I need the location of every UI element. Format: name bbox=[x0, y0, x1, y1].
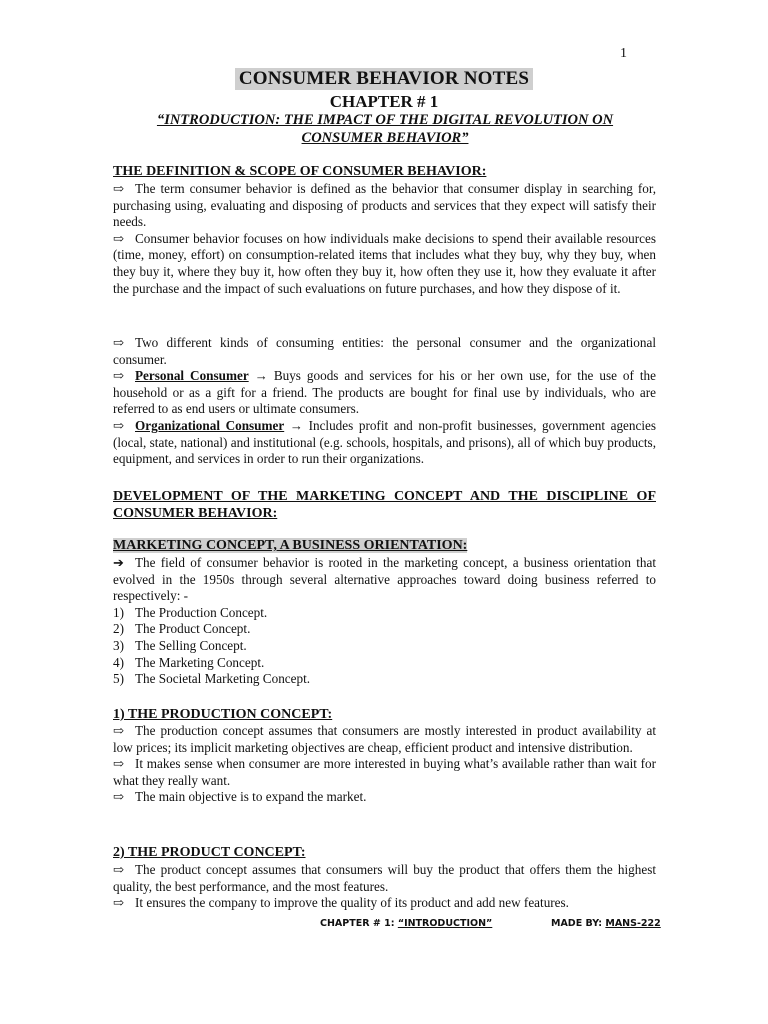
list-item: 2) The Product Concept. bbox=[113, 621, 251, 637]
paragraph: ⇨ Consumer behavior focuses on how individuals make decisions to spend their available resources (time, money, effort) on consumption-related items that includes what they buy, why they buy, when they buy it, where they buy it, how often they buy it, how often they use it, how they evaluate it after the purchase and the impact of such evaluations on future purchases, and how they dispose of it. bbox=[113, 230, 656, 296]
section-definition-heading: THE DEFINITION & SCOPE OF CONSUMER BEHAVIOR: bbox=[113, 164, 487, 179]
concept-list bbox=[113, 605, 656, 688]
section-entities-body bbox=[113, 335, 656, 468]
open-arrow-icon: ⇨ bbox=[113, 230, 125, 246]
open-arrow-icon: ⇨ bbox=[113, 862, 125, 877]
section-definition-body bbox=[113, 181, 656, 297]
open-arrow-icon: ⇨ bbox=[113, 895, 125, 911]
chapter-subtitle: “INTRODUCTION: THE IMPACT OF THE DIGITAL REVOLUTION ON CONSUMER BEHAVIOR” bbox=[156, 112, 614, 146]
open-arrow-icon: ⇨ bbox=[113, 368, 125, 384]
footer-chapter: CHAPTER # 1: “INTRODUCTION” bbox=[320, 918, 493, 929]
paragraph: ⇨ Two different kinds of consuming entities: the personal consumer and the organizational consumer. bbox=[113, 335, 656, 367]
paragraph: ⇨ It ensures the company to improve the quality of its product and add new features. bbox=[113, 895, 569, 911]
right-arrow-icon: → bbox=[254, 368, 268, 384]
list-item: 4) The Marketing Concept. bbox=[113, 654, 265, 670]
section-product-concept-heading: 2) THE PRODUCT CONCEPT: bbox=[113, 845, 306, 860]
section-marketing-concept-heading: MARKETING CONCEPT, A BUSINESS ORIENTATION: bbox=[113, 538, 468, 553]
paragraph: ➔ The field of consumer behavior is rooted in the marketing concept, a business orientation that evolved in the 1950s through several alternative approaches toward doing business referred to respectively: - bbox=[113, 555, 656, 604]
section-production-concept-heading: 1) THE PRODUCTION CONCEPT: bbox=[113, 707, 333, 722]
section-development-heading: DEVELOPMENT OF THE MARKETING CONCEPT AND THE DISCIPLINE OF CONSUMER BEHAVIOR: bbox=[113, 489, 656, 521]
document-title: CONSUMER BEHAVIOR NOTES bbox=[235, 68, 533, 90]
right-arrow-icon: → bbox=[289, 417, 303, 433]
paragraph: ⇨ Personal Consumer → Buys goods and services for his or her own use, for the use of the household or as a gift for a friend. The products are bought for final use by individuals, who are referred to as end users or ultimate consumers. bbox=[113, 368, 656, 417]
solid-arrow-icon: ➔ bbox=[113, 555, 125, 570]
open-arrow-icon: ⇨ bbox=[113, 756, 125, 772]
paragraph: ⇨ It makes sense when consumer are more interested in buying what’s available rather than wait for what they really want. bbox=[113, 756, 656, 788]
list-item: 5) The Societal Marketing Concept. bbox=[113, 671, 311, 687]
paragraph: ⇨ The term consumer behavior is defined as the behavior that consumer display in searching for, purchasing using, evaluating and disposing of products and services that they expect will satisfy their needs. bbox=[113, 181, 656, 230]
personal-consumer-term: Personal Consumer bbox=[135, 368, 249, 384]
chapter-heading: CHAPTER # 1 bbox=[329, 92, 439, 111]
open-arrow-icon: ⇨ bbox=[113, 417, 125, 433]
list-item: 3) The Selling Concept. bbox=[113, 637, 247, 653]
open-arrow-icon: ⇨ bbox=[113, 181, 125, 196]
section-production-concept-body bbox=[113, 723, 656, 806]
paragraph: ⇨ The product concept assumes that consumers will buy the product that offers them the highest quality, the best performance, and the most features. bbox=[113, 862, 656, 894]
section-product-concept-body bbox=[113, 862, 656, 912]
list-item: 1) The Production Concept. bbox=[113, 604, 268, 620]
section-marketing-concept-body bbox=[113, 555, 656, 688]
footer-author: MADE BY: MANS-222 bbox=[551, 918, 661, 929]
open-arrow-icon: ⇨ bbox=[113, 789, 125, 805]
open-arrow-icon: ⇨ bbox=[113, 723, 125, 738]
page-number: 1 bbox=[620, 46, 627, 61]
paragraph: ⇨ Organizational Consumer → Includes profit and non-profit businesses, government agencies (local, state, national) and institutional (e.g. schools, hospitals, and prisons), all of which buy products, equipment, and services in order to run their organizations. bbox=[113, 417, 656, 467]
organizational-consumer-term: Organizational Consumer bbox=[135, 417, 285, 433]
paragraph: ⇨ The production concept assumes that consumers are mostly interested in product availability at low prices; its implicit marketing objectives are cheap, efficient product and intensive distribution. bbox=[113, 723, 656, 755]
open-arrow-icon: ⇨ bbox=[113, 335, 125, 350]
paragraph: ⇨ The main objective is to expand the market. bbox=[113, 789, 367, 805]
